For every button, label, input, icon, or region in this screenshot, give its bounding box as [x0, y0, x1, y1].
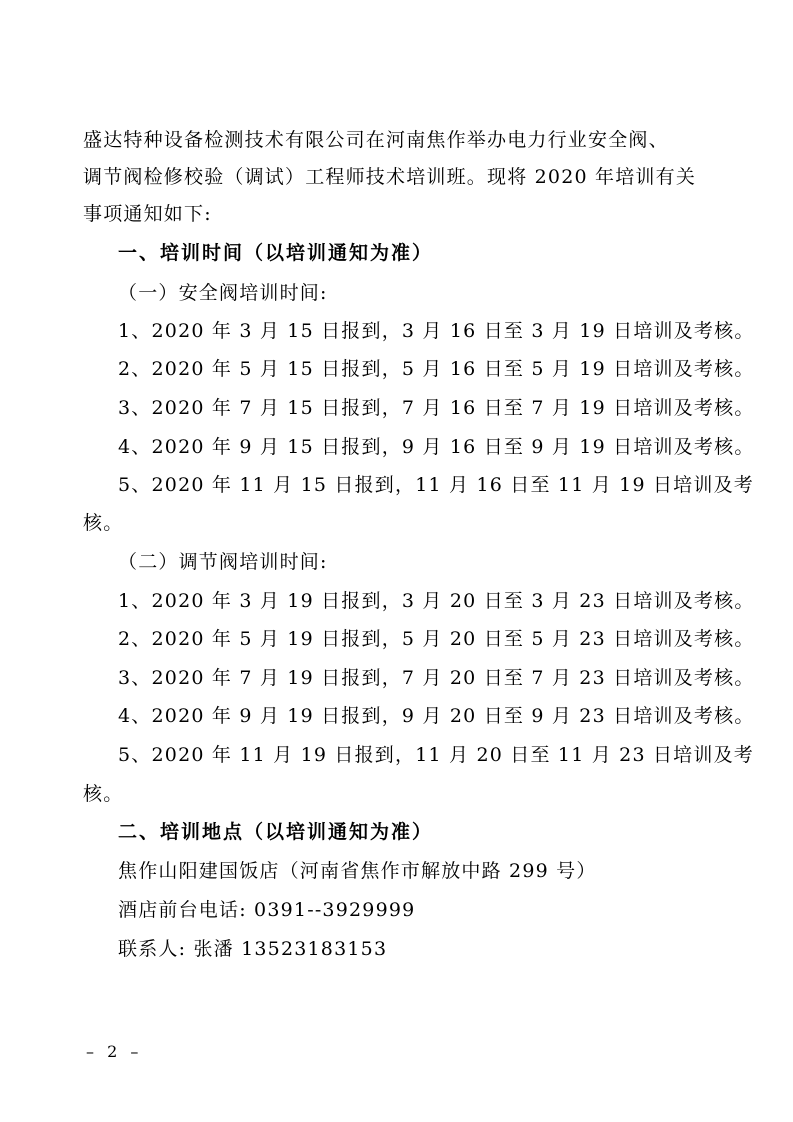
sub2-item-1: 1、2020 年 3 月 19 日报到，3 月 20 日至 3 月 23 日培训及考核。 [118, 590, 755, 612]
section1-sub2-title: （二）调节阀培训时间: [118, 551, 328, 573]
intro-line-2: 调节阀检修校验（调试）工程师技术培训班。现将 2020 年培训有关 [83, 166, 697, 188]
section1-sub1-title: （一）安全阀培训时间: [118, 282, 328, 304]
section2-heading: 二、培训地点（以培训通知为准） [118, 821, 434, 843]
sub1-item-4: 4、2020 年 9 月 15 日报到，9 月 16 日至 9 月 19 日培训及考核。 [118, 436, 755, 458]
sub2-item-5: 5、2020 年 11 月 19 日报到，11 月 20 日至 11 月 23 日培训及考 [118, 744, 754, 766]
sub1-item-5: 5、2020 年 11 月 15 日报到，11 月 16 日至 11 月 19 日培训及考 [118, 474, 754, 496]
sub2-item-5-wrap: 核。 [83, 783, 124, 805]
page-number: – 2 – [86, 1042, 143, 1061]
contact-person: 联系人: 张潘 13523183153 [118, 938, 388, 960]
sub2-item-3: 3、2020 年 7 月 19 日报到，7 月 20 日至 7 月 23 日培训及考核。 [118, 667, 755, 689]
sub1-item-5-wrap: 核。 [83, 512, 124, 534]
sub1-item-3: 3、2020 年 7 月 15 日报到，7 月 16 日至 7 月 19 日培训及考核。 [118, 397, 755, 419]
sub2-item-4: 4、2020 年 9 月 19 日报到，9 月 20 日至 9 月 23 日培训及考核。 [118, 705, 755, 727]
sub1-item-2: 2、2020 年 5 月 15 日报到，5 月 16 日至 5 月 19 日培训及考核。 [118, 358, 755, 380]
venue-address: 焦作山阳建国饭店（河南省焦作市解放中路 299 号） [118, 860, 597, 882]
intro-line-3: 事项通知如下: [83, 203, 212, 225]
section1-heading: 一、培训时间（以培训通知为准） [118, 242, 434, 264]
sub2-item-2: 2、2020 年 5 月 19 日报到，5 月 20 日至 5 月 23 日培训及考核。 [118, 628, 755, 650]
sub1-item-1: 1、2020 年 3 月 15 日报到，3 月 16 日至 3 月 19 日培训及考核。 [118, 320, 755, 342]
intro-line-1: 盛达特种设备检测技术有限公司在河南焦作举办电力行业安全阀、 [83, 129, 669, 151]
hotel-phone: 酒店前台电话: 0391--3929999 [118, 899, 416, 921]
